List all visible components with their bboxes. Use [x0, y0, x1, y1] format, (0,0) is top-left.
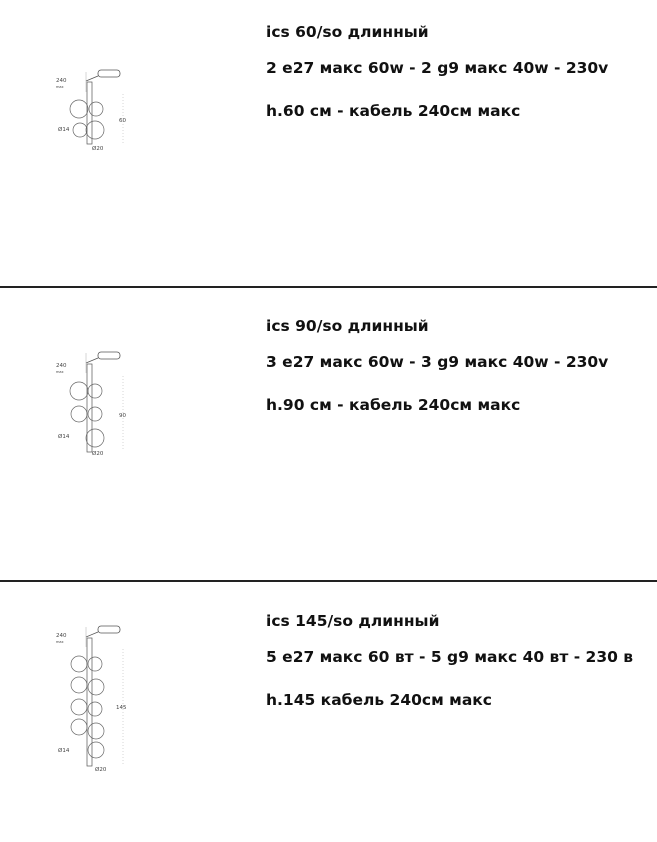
ics-90-technical-drawing-icon [50, 341, 140, 461]
height-label: 90 [119, 413, 126, 419]
globe-diameter-label: Ø14 [58, 127, 70, 133]
cable-max-label: max [56, 640, 64, 644]
product-title: ics 90/so длинный [266, 317, 429, 335]
product-section-ics-145 [0, 581, 657, 842]
product-section-ics-90 [0, 287, 657, 581]
product-size: h.145 кабель 240см макс [266, 691, 492, 709]
rod-diameter-label: Ø20 [95, 767, 107, 773]
product-spec: 3 e27 макс 60w - 3 g9 макс 40w - 230v [266, 353, 609, 371]
cable-max-label: max [56, 85, 64, 89]
ics-145-drawing [50, 619, 140, 777]
product-title: ics 145/so длинный [266, 612, 440, 630]
product-section-ics-60 [0, 0, 657, 287]
globe-diameter-label: Ø14 [58, 434, 70, 440]
ics-60-drawing [50, 62, 140, 158]
product-spec: 2 e27 макс 60w - 2 g9 макс 40w - 230v [266, 59, 609, 77]
ics-90-drawing [50, 341, 140, 461]
globe-diameter-label: Ø14 [58, 748, 70, 754]
height-label: 145 [116, 705, 127, 711]
height-label: 60 [119, 118, 126, 124]
rod-diameter-label: Ø20 [92, 451, 104, 457]
ics-60-technical-drawing-icon [50, 62, 140, 158]
product-spec: 5 e27 макс 60 вт - 5 g9 макс 40 вт - 230 в [266, 648, 634, 666]
product-size: h.60 см - кабель 240см макс [266, 102, 521, 120]
cable-length-label: 240 [56, 363, 67, 369]
product-size: h.90 см - кабель 240см макс [266, 396, 521, 414]
cable-max-label: max [56, 370, 64, 374]
ics-145-technical-drawing-icon [50, 619, 140, 777]
cable-length-label: 240 [56, 633, 67, 639]
rod-diameter-label: Ø20 [92, 146, 104, 152]
cable-length-label: 240 [56, 78, 67, 84]
product-title: ics 60/so длинный [266, 23, 429, 41]
